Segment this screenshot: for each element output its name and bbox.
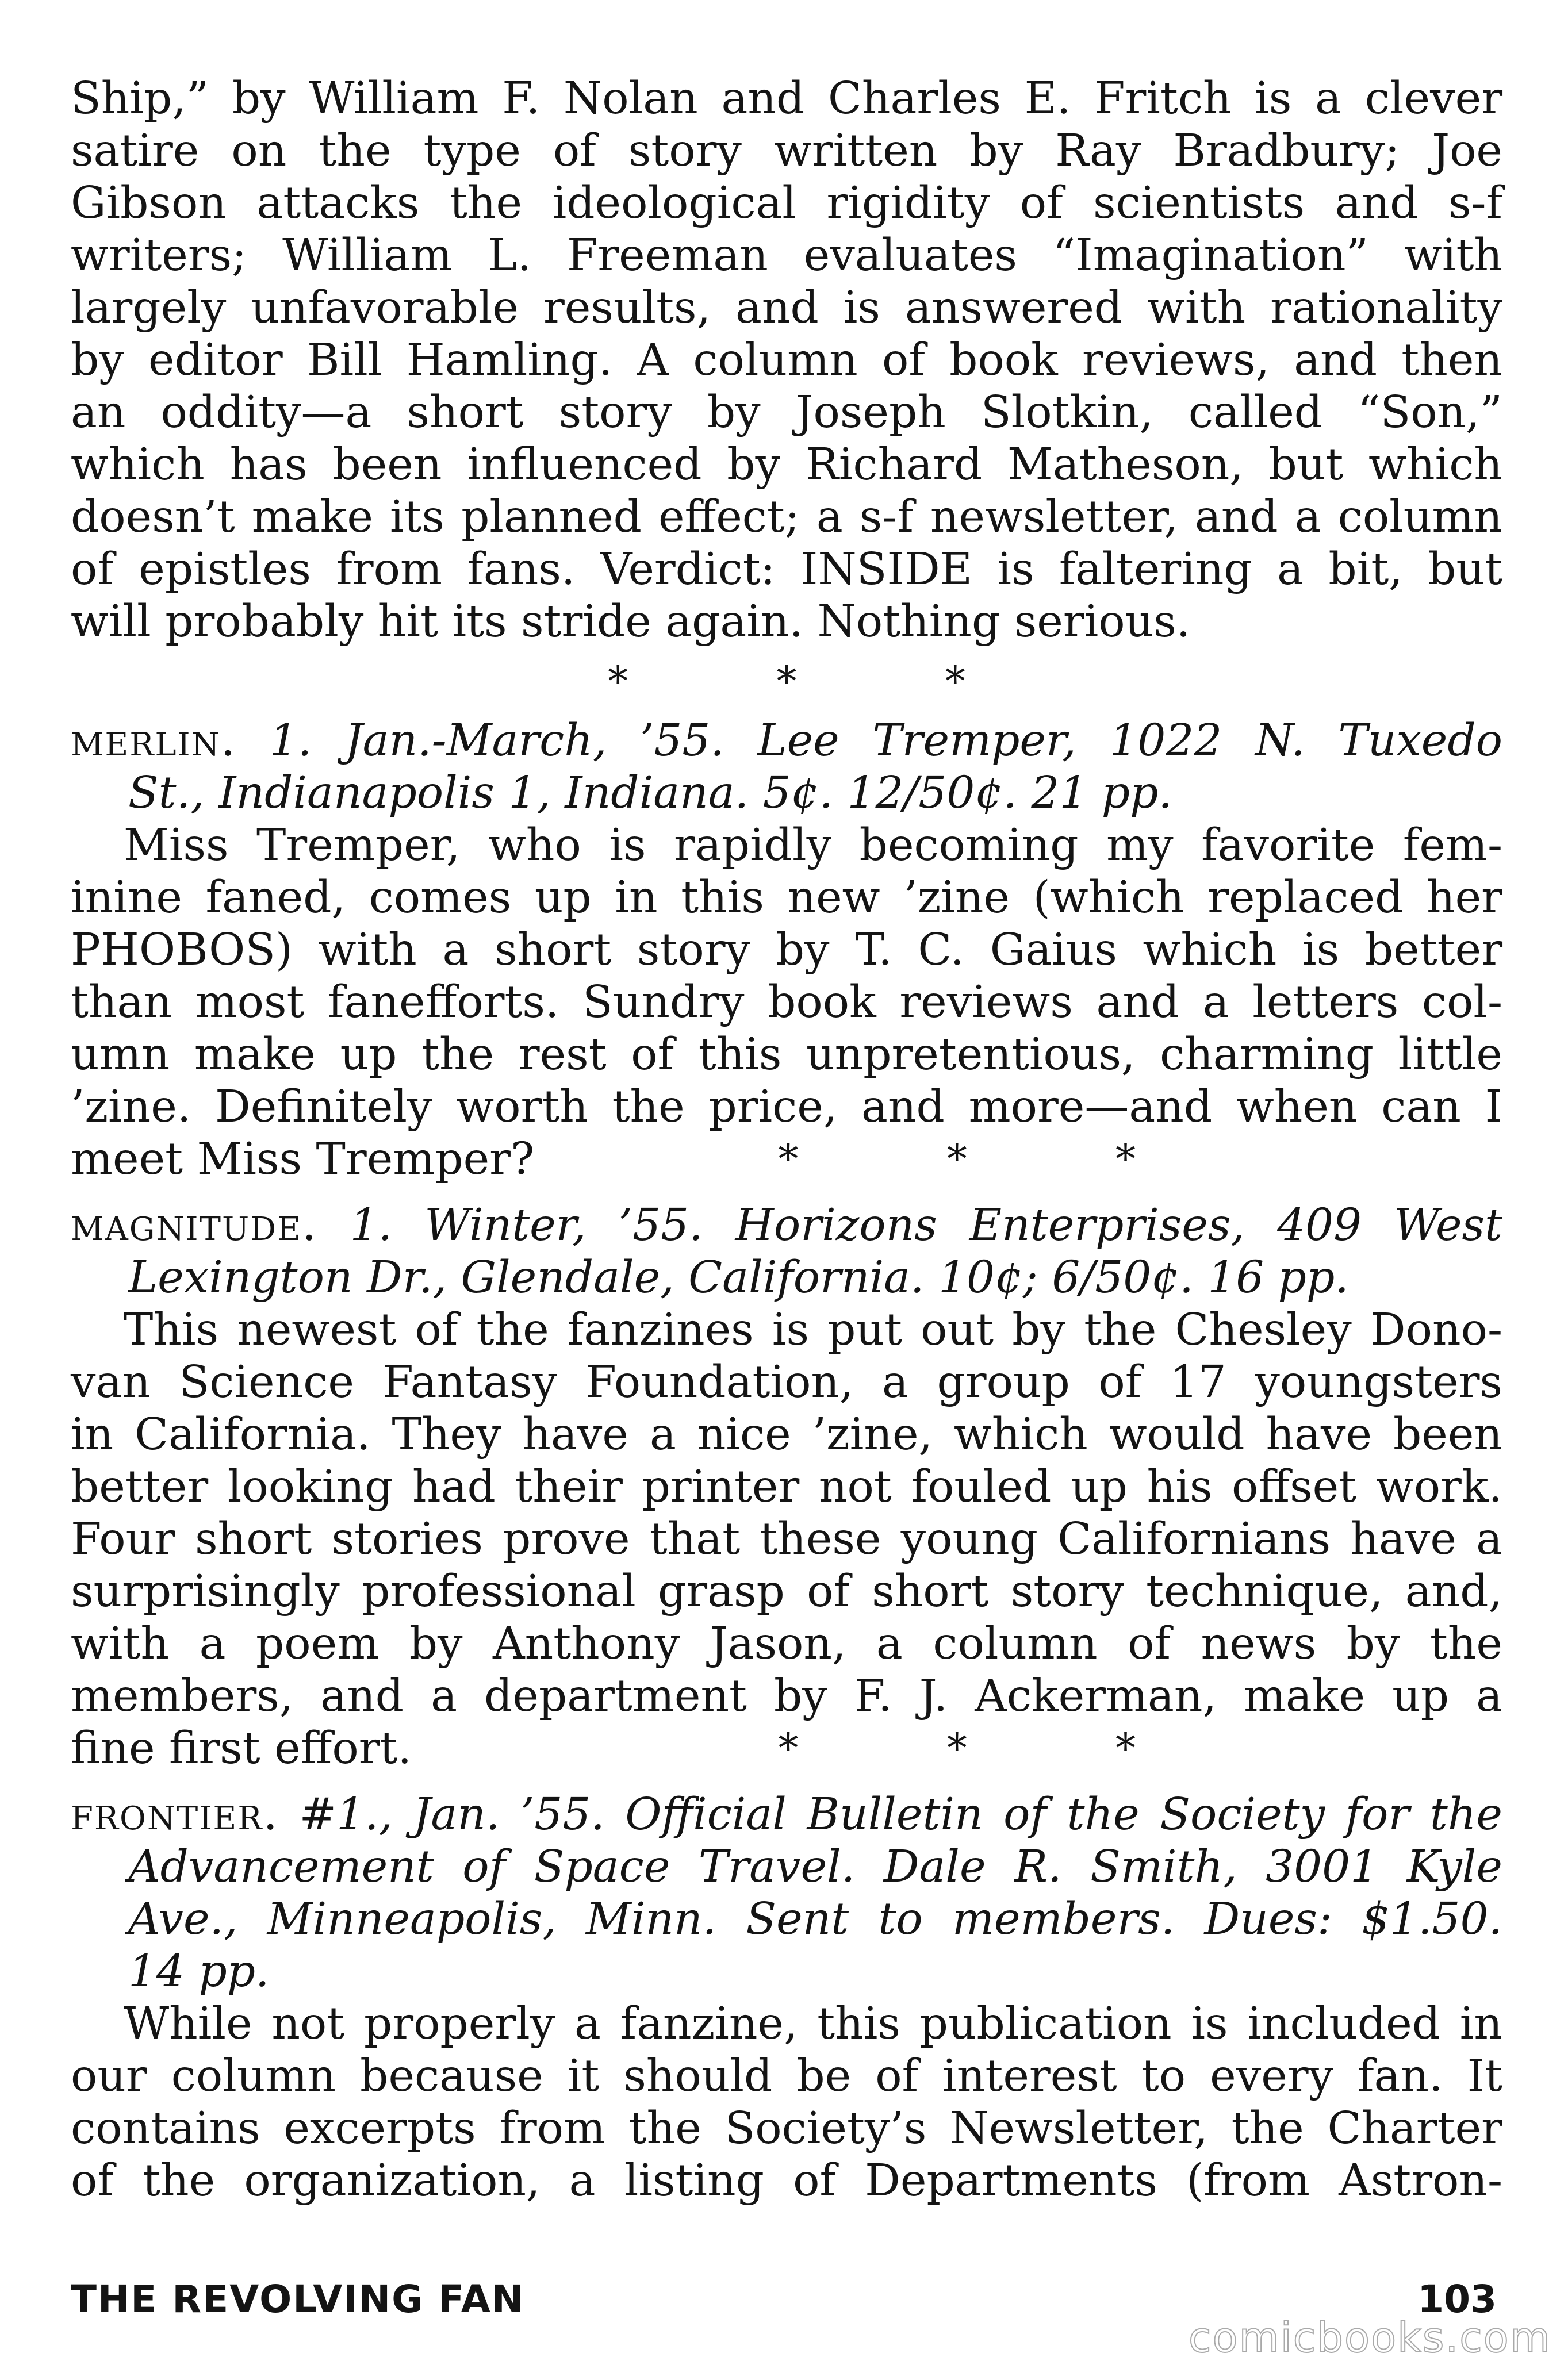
- review-entry-merlin: [71, 713, 1502, 1185]
- page-number: 103: [1417, 2277, 1497, 2321]
- text-line: with a poem by Anthony Jason, a column of news by the: [71, 1618, 1502, 1669]
- entry-heading-line: [71, 1198, 1502, 1252]
- text-line: surprisingly professional grasp of short story technique, and,: [71, 1566, 1502, 1617]
- text-line: by editor Bill Hamling. A column of book reviews, and then: [71, 335, 1502, 386]
- text-line: of the organization, a listing of Departments (from Astron-: [71, 2155, 1502, 2206]
- text-line: our column because it should be of interest to every fan. It: [71, 2051, 1502, 2102]
- text-line: writers; William L. Freeman evaluates “Imagination” with: [71, 230, 1502, 281]
- entry-heading-line: [71, 1787, 1502, 1841]
- text-line: umn make up the rest of this unpretentious, charming little: [71, 1029, 1502, 1080]
- text-line: While not properly a fanzine, this publication is included in: [124, 1998, 1502, 2049]
- text-line: [71, 1133, 1502, 1185]
- text-line: Gibson attacks the ideological rigidity of scientists and s-f: [71, 178, 1502, 229]
- text-line: of epistles from fans. Verdict: INSIDE is faltering a bit, but: [71, 544, 1502, 595]
- text-line: This newest of the fanzines is put out by the Chesley Dono-: [124, 1304, 1502, 1356]
- entry-details: Ave., Minneapolis, Minn. Sent to members. Dues: $1.50.: [128, 1894, 1502, 1945]
- text-line: PHOBOS) with a short story by T. C. Gaius which is better: [71, 924, 1502, 976]
- text-line: largely unfavorable results, and is answered with rationality: [71, 282, 1502, 333]
- entry-heading-line: [71, 713, 1502, 767]
- watermark: comicbooks.com: [1188, 2313, 1551, 2362]
- review-entry-magnitude: [71, 1198, 1502, 1775]
- text-line: an oddity—a short story by Joseph Slotkin, called “Son,”: [71, 387, 1502, 438]
- text-line: than most fanefforts. Sundry book reviews and a letters col-: [71, 977, 1502, 1028]
- entry-details: 1. Jan.-March, ’55. Lee Tremper, 1022 N. Tuxedo: [269, 715, 1502, 766]
- entry-title: merlin.: [71, 713, 237, 766]
- section-separator: * * *: [778, 1725, 1203, 1772]
- text-line: ’zine. Definitely worth the price, and more—and when can I: [71, 1081, 1502, 1133]
- entry-details: 1. Winter, ’55. Horizons Enterprises, 409 West: [350, 1200, 1502, 1251]
- text-line: Ship,” by William F. Nolan and Charles E. Fritch is a clever: [71, 73, 1502, 124]
- text-column: [71, 72, 1502, 2207]
- text-line: better looking had their printer not fouled up his offset work.: [71, 1461, 1502, 1513]
- text-fragment: meet Miss Tremper?: [71, 1134, 535, 1185]
- section-separator: * * *: [608, 658, 1033, 705]
- entry-details: 14 pp.: [128, 1946, 270, 1997]
- text-line: inine faned, comes up in this new ’zine (which replaced her: [71, 872, 1502, 923]
- entry-title: magnitude.: [71, 1197, 318, 1251]
- text-line: Four short stories prove that these young Californians have a: [71, 1514, 1502, 1565]
- text-line: van Science Fantasy Foundation, a group of 17 youngsters: [71, 1357, 1502, 1408]
- text-fragment: fine first effort.: [71, 1723, 412, 1774]
- entry-details: Advancement of Space Travel. Dale R. Smith, 3001 Kyle: [128, 1841, 1502, 1893]
- text-line: satire on the type of story written by Ray Bradbury; Joe: [71, 125, 1502, 176]
- text-line: members, and a department by F. J. Ackerman, make up a: [71, 1671, 1502, 1722]
- entry-title: frontier.: [71, 1787, 279, 1840]
- intro-paragraph: [71, 72, 1502, 648]
- review-entry-frontier: [71, 1787, 1502, 2207]
- text-line: Miss Tremper, who is rapidly becoming my favorite fem-: [124, 820, 1502, 871]
- entry-details: St., Indianapolis 1, Indiana. 5¢. 12/50¢. 21 pp.: [128, 767, 1172, 819]
- text-line: which has been influenced by Richard Matheson, but which: [71, 439, 1502, 490]
- text-line: [71, 1722, 1502, 1775]
- text-line: contains excerpts from the Society’s Newsletter, the Charter: [71, 2103, 1502, 2154]
- section-separator: * * *: [778, 1135, 1203, 1183]
- text-line: in California. They have a nice ’zine, which would have been: [71, 1409, 1502, 1460]
- text-line: doesn’t make its planned effect; a s-f newsletter, and a column: [71, 492, 1502, 543]
- entry-details: Lexington Dr., Glendale, California. 10¢; 6/50¢. 16 pp.: [128, 1252, 1349, 1303]
- text-line: will probably hit its stride again. Nothing serious.: [71, 596, 1191, 647]
- running-title: THE REVOLVING FAN: [71, 2277, 525, 2321]
- entry-details: #1., Jan. ’55. Official Bulletin of the Society for the: [299, 1789, 1502, 1840]
